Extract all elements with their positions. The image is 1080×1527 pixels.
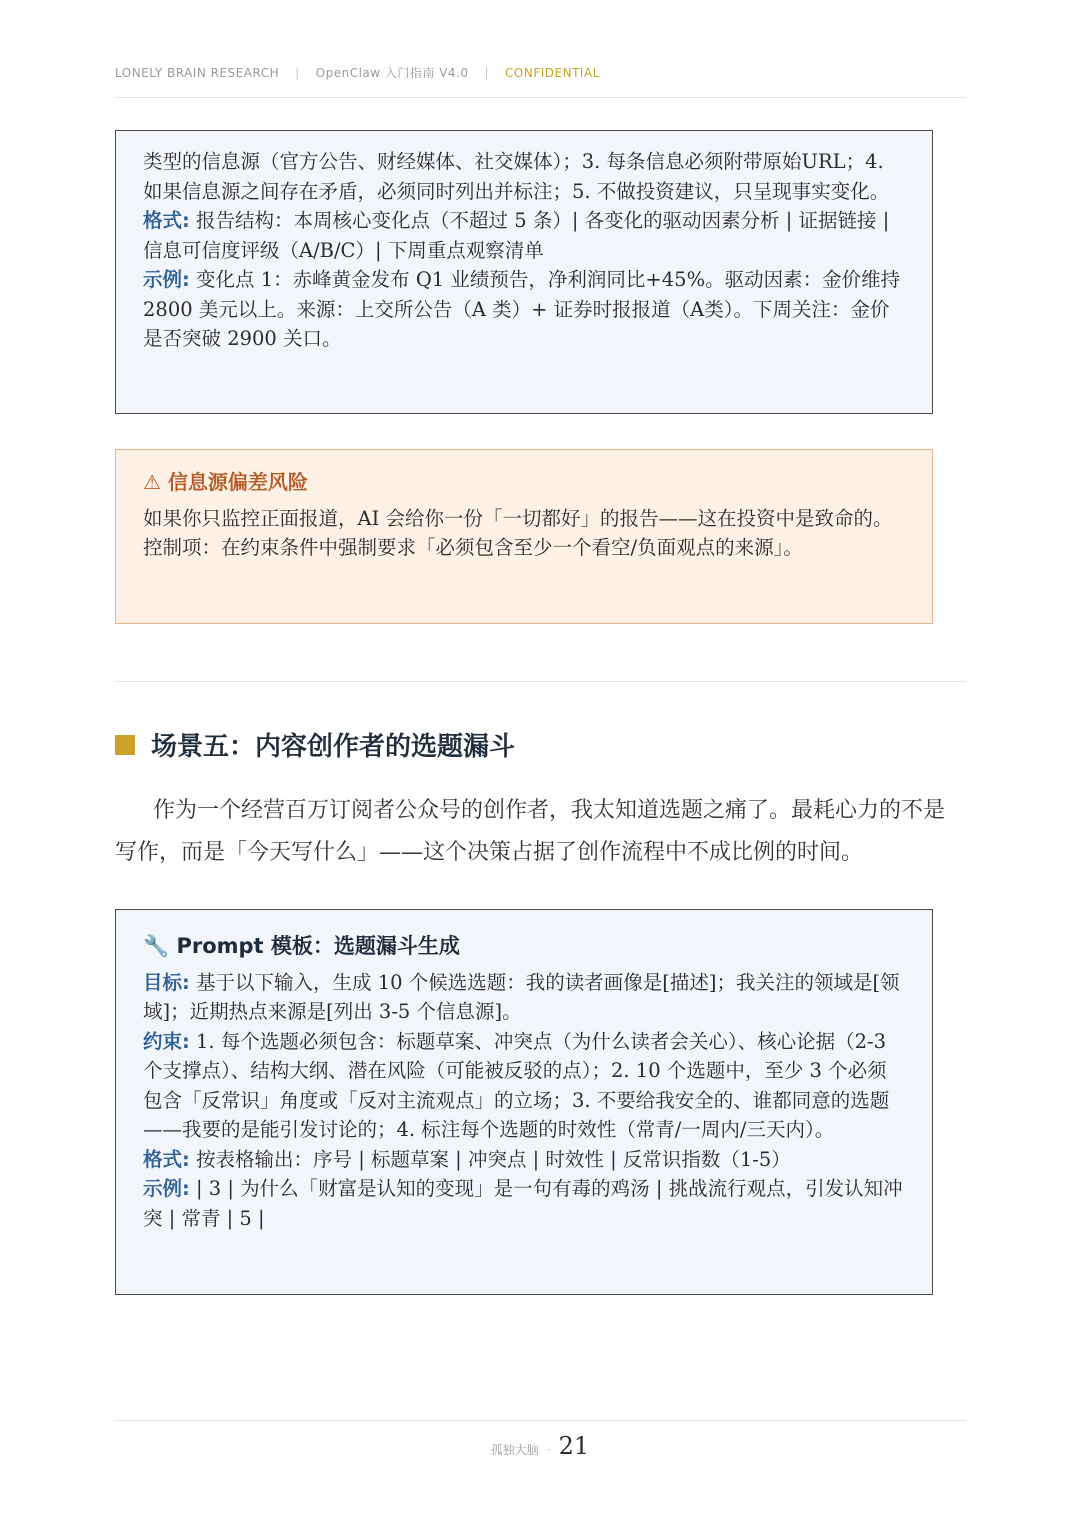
footer-dot: · [546,1443,551,1457]
format-text: 报告结构：本周核心变化点（不超过 5 条）| 各变化的驱动因素分析 | 证据链接 | 信息可信度评级（A/B/C）| 下周重点观察清单 [143,209,890,262]
header-doc-title: OpenClaw 入门指南 V4.0 [315,66,469,80]
constraint-label: 约束: [143,1029,190,1053]
goal-text: 基于以下输入，生成 10 个候选选题：我的读者画像是[描述]；我关注的领域是[领域]；近期热点来源是[列出 3-5 个信息源]。 [143,970,900,1023]
wrench-icon: 🔧 [143,934,170,958]
template-example-text: | 3 | 为什么「财富是认知的变现」是一句有毒的鸡汤 | 挑战流行观点，引发认知冲突 | 常青 | 5 | [143,1177,903,1230]
template-title-row [143,932,905,962]
warning-text: 如果你只监控正面报道，AI 会给你一份「一切都好」的报告——这在投资中是致命的。控制项：在约束条件中强制要求「必须包含至少一个看空/负面观点的来源」。 [143,506,893,559]
header-rule [115,97,966,98]
constraint-row [143,1027,905,1145]
page-number: 21 [558,1432,590,1460]
example-text: 变化点 1：赤峰黄金发布 Q1 业绩预告，净利润同比+45%。驱动因素：金价维持 2800 美元以上。来源：上交所公告（A 类）+ 证券时报报道（A类）。下周关注：金价是否突破 2900 关口。 [143,268,901,350]
template-format-text: 按表格输出：序号 | 标题草案 | 冲突点 | 时效性 | 反常识指数（1-5） [196,1147,791,1171]
prompt-box-continued [115,130,933,414]
template-format-row [143,1145,905,1175]
section-divider [115,681,966,682]
prompt-template-box [115,909,933,1295]
format-label: 格式: [143,209,190,232]
page-footer [0,1432,1080,1460]
warning-title-row [143,468,905,498]
template-format-label: 格式: [143,1147,190,1171]
template-example-label: 示例: [143,1177,190,1200]
section-heading [115,726,515,763]
section-title: 场景五：内容创作者的选题漏斗 [151,732,516,762]
header-separator: | [295,65,300,80]
section-paragraph: 作为一个经营百万订阅者公众号的创作者，我太知道选题之痛了。最耗心力的不是写作，而是「今天写什么」——这个决策占据了创作流程中不成比例的时间。 [115,798,946,865]
template-title: Prompt 模板：选题漏斗生成 [176,934,460,958]
goal-label: 目标: [143,970,190,994]
template-example-row [143,1174,905,1233]
header-confidential-label: CONFIDENTIAL [505,65,600,80]
warning-icon: ⚠ [143,470,161,494]
header-separator: | [484,65,490,80]
running-header [115,64,966,81]
constraint-text: 1. 每个选题必须包含：标题草案、冲突点（为什么读者会关心）、核心论据（2-3 个支撑点）、结构大纲、潜在风险（可能被反驳的点）；2. 10 个选题中，至少 3 个必须包含「反常识」角度或「反对主流观点」的立场；3. 不要给我安全的、谁都同意的选题——我要的是能引发讨论的；4. 标注每个选题的时效性（常青/一周内/三天内）。 [143,1029,890,1141]
header-org: LONELY BRAIN RESEARCH [115,65,280,80]
footer-brand: 孤独大脑 [490,1443,539,1457]
format-row [143,206,905,265]
footer-rule [115,1420,966,1421]
example-label: 示例: [143,268,190,291]
example-row [143,265,905,354]
warning-callout [115,449,933,624]
constraint-continued-text: 类型的信息源（官方公告、财经媒体、社交媒体）；3. 每条信息必须附带原始URL；4. 如果信息源之间存在矛盾，必须同时列出并标注；5. 不做投资建议，只呈现事实变化。 [143,150,890,203]
section-marker-square [115,735,135,755]
warning-title: 信息源偏差风险 [167,470,308,494]
goal-row [143,968,905,1027]
